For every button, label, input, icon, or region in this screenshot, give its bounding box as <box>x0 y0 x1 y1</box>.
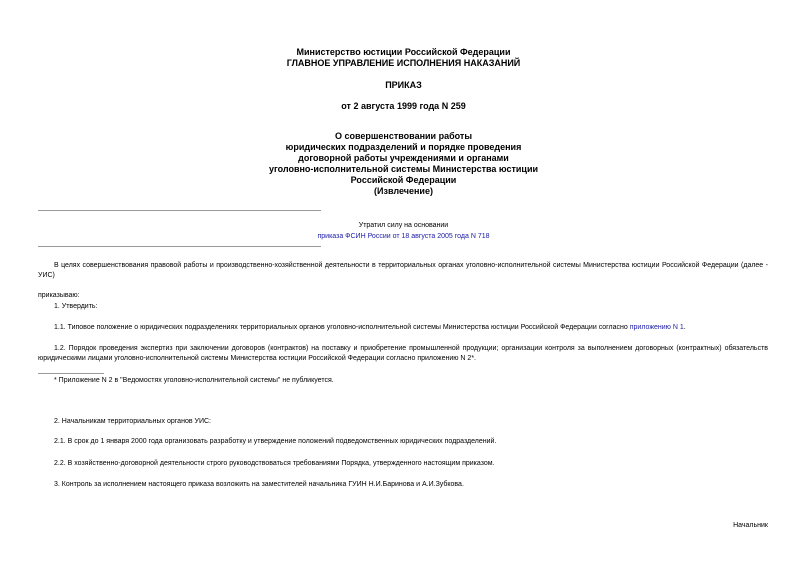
item-1-2: 1.2. Порядок проведения экспертиз при заключении договоров (контрактов) на поставку и приобретение промышленной продукции; организации контроля за выполнением договорных (контрактных) обязательств юридическими лицами уголовно-исполнительной системы Министерства юстиции Российской Федерации согласно приложению N 2*. <box>38 345 768 362</box>
order-word: приказываю: <box>38 292 80 299</box>
item-2-1: 2.1. В срок до 1 января 2000 года организовать разработку и утверждение положений подведомственных юридических подразделений. <box>54 438 497 445</box>
item-1-1-end: . <box>683 324 686 331</box>
item-2-2: 2.2. В хозяйственно-договорной деятельности строго руководствоваться требованиями Порядка, утвержденного настоящим приказом. <box>54 460 495 467</box>
item-1: 1. Утвердить: <box>54 303 98 310</box>
separator-top <box>38 210 321 211</box>
intro-paragraph: В целях совершенствования правовой работы и производственно-хозяйственной деятельности в территориальных органах уголовно-исполнительной системы Министерства юстиции Российской Федерации (далее - УИС) <box>38 262 768 279</box>
signature-title: Начальник <box>733 522 768 529</box>
item-1-1-text: 1.1. Типовое положение о юридических подразделениях территориальных органов уголовно-исполнительной системы Министерства юстиции Российской Федерации согласно <box>54 324 630 331</box>
status-note-link[interactable]: приказа ФСИН России от 18 августа 2005 года N 718 <box>317 233 490 240</box>
department-title: ГЛАВНОЕ УПРАВЛЕНИЕ ИСПОЛНЕНИЯ НАКАЗАНИЙ <box>286 58 521 68</box>
item-2: 2. Начальникам территориальных органов УИС: <box>54 418 211 425</box>
separator-bottom <box>38 246 321 247</box>
document-title-line: юридических подразделений и порядке проведения <box>285 142 522 152</box>
document-title-line: договорной работы учреждениями и органами <box>298 153 509 163</box>
document-title-line: уголовно-исполнительной системы Министерства юстиции <box>268 164 539 174</box>
status-note-text: Утратил силу на основании <box>358 222 449 229</box>
footnote-separator <box>38 373 104 374</box>
document-title-line: О совершенствовании работы <box>334 131 473 141</box>
footnote: * Приложение N 2 в "Ведомостях уголовно-исполнительной системы" не публикуется. <box>54 377 334 384</box>
document-title-line: Российской Федерации <box>350 175 457 185</box>
item-1-1 <box>54 323 768 333</box>
document-date-number: от 2 августа 1999 года N 259 <box>341 101 466 111</box>
ministry-title: Министерство юстиции Российской Федерации <box>296 47 511 57</box>
item-3: 3. Контроль за исполнением настоящего приказа возложить на заместителей начальника ГУИН Н.И.Баринова и А.И.Зубкова. <box>54 481 464 488</box>
appendix-1-link[interactable]: приложению N 1 <box>629 324 684 331</box>
document-type: ПРИКАЗ <box>385 80 422 90</box>
document-title-line: (Извлечение) <box>374 186 433 196</box>
